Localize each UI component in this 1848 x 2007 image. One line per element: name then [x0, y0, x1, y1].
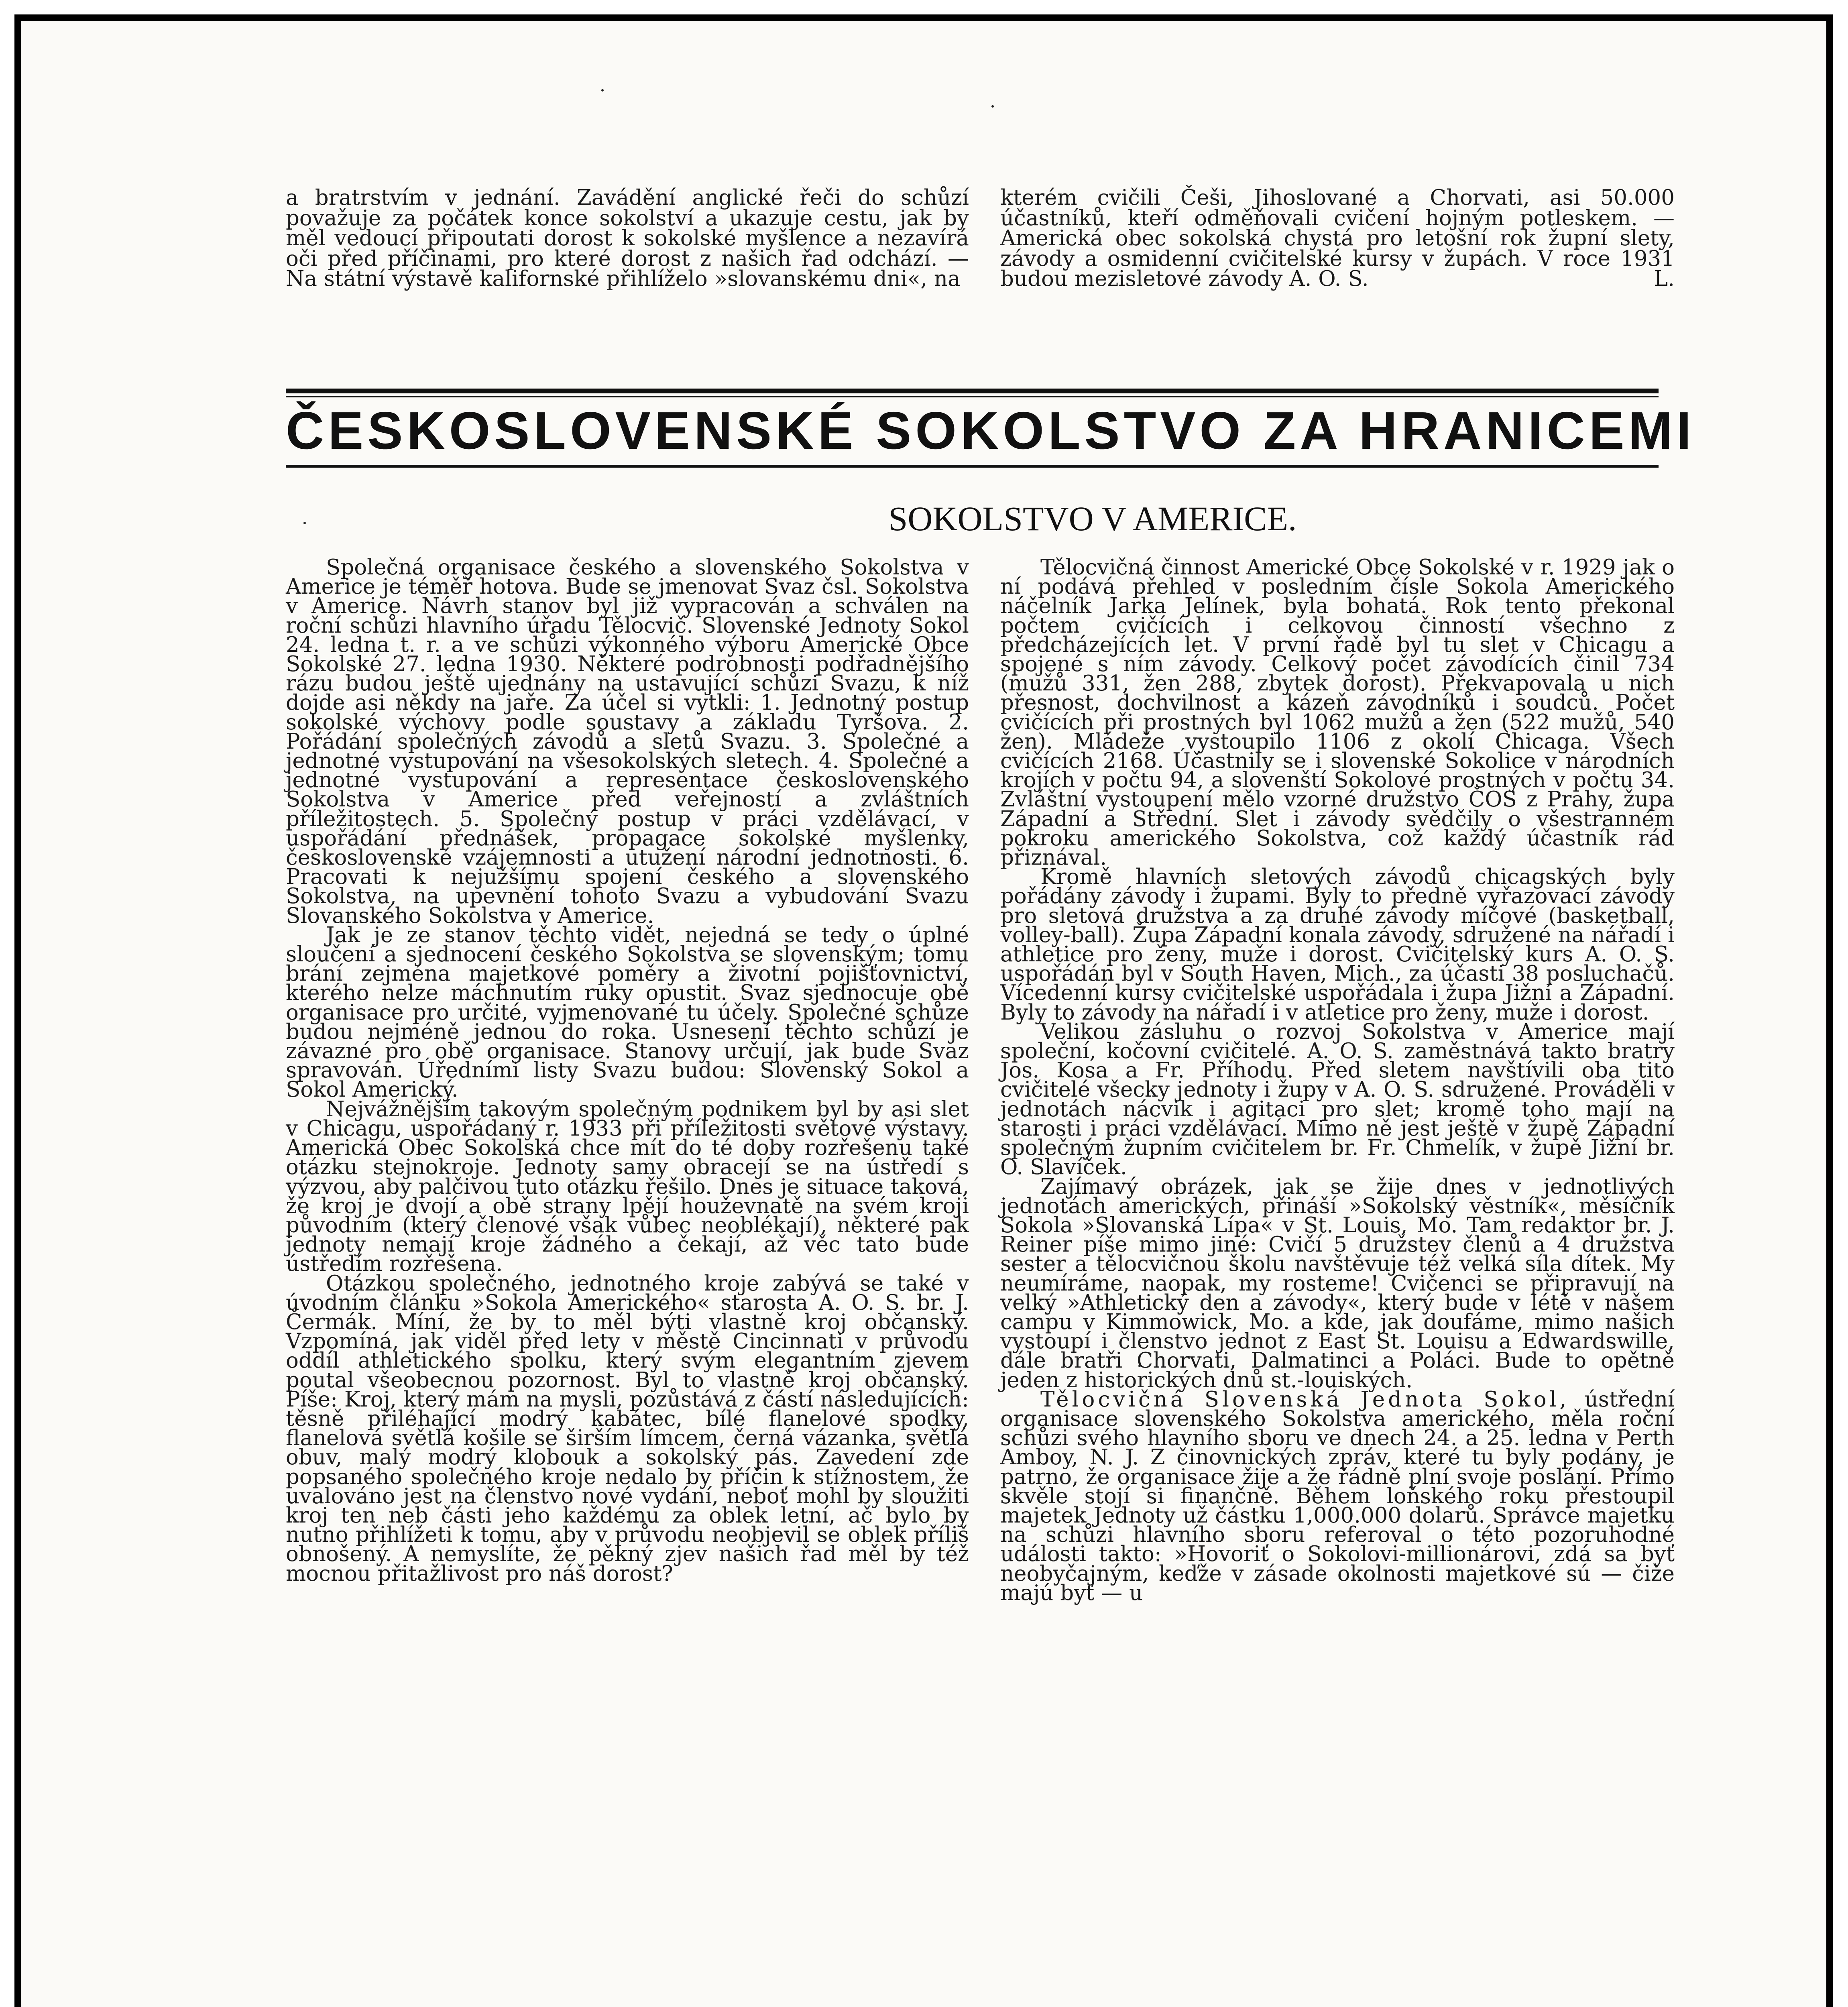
- article-paragraph: Tělocvičná činnost Americké Obce Sokolské v r. 1929 jak o ní podává přehled v posledním čísle Sokola Amerického náčelník Jarka Jelínek, byla bohatá. Rok tento překonal počtem cvičících i celkovou činností všechno z předcházejících let. V první řadě byl tu slet v Chicagu a spojené s ním závody. Celkový počet závodících činil 734 (mužů 331, žen 288, zbytek dorost). Překvapovala u nich přesnost, dochvilnost a kázeň závodníků i soudců. Počet cvičících při prostných byl 1062 mužů a žen (522 mužů, 540 žen). Mládeže vystoupilo 1106 z okolí Chicaga. Všech cvičících 2168. Účastnily se i slovenské Sokolice v národních krojích v počtu 94, a slovenští Sokolové prostných v počtu 34. Zvláštní vystoupení mělo vzorné družstvo ČOS z Prahy, župa Západní a Střední. Slet i závody svědčily o všestranném pokroku amerického Sokolstva, což každý účastník rád přiznával.: [1000, 555, 1675, 870]
- section-rule-bottom: [286, 465, 1659, 468]
- article-paragraph: Jak je ze stanov těchto vidět, nejedná se tedy o úplné sloučení a sjednocení českého Sokolstva se slovenským; tomu brání zejména majetkové poměry a životní pojišťovnictví, kterého nelze máchnutím ruky opustit. Svaz sjednocuje obě organisace pro určité, vyjmenované tu účely. Společné schůze budou nejméně jednou do roka. Usnesení těchto schůzí je závazné pro obě organisace. Stanovy určují, jak bude Svaz spravován. Úředními listy Svazu budou: Slovenský Sokol a Sokol Americký.: [286, 922, 969, 1102]
- article-paragraph: Zajímavý obrázek, jak se žije dnes v jednotlivých jednotách amerických, přináší »Sokolský věstník«, měsíčník Sokola »Slovanská Lípa« v St. Louis, Mo. Tam redaktor br. J. Reiner píše mimo jiné: Cvičí 5 družstev členů a 4 družstva sester a tělocvičnou školu navštěvuje též velká síla dítek. My neumíráme, naopak, my rosteme! Cvičenci se připravují na velký »Athletický den a závody«, který bude v létě v našem campu v Kimmowick, Mo. a kde, jak doufáme, mimo našich vystoupí i členstvo jednot z East St. Louisu a Edwardswille, dále bratři Chorvati, Dalmatinci a Poláci. Bude to opětně jeden z historických dnů st.-louiských.: [1000, 1174, 1675, 1392]
- article-column-left: [286, 555, 969, 1586]
- article-paragraph: Otázkou společného, jednotného kroje zabývá se také v úvodním článku »Sokola Amerického« starosta A. O. S. br. J. Čermák. Míní, že by to měl býti vlastně kroj občanský. Vzpomíná, jak viděl před lety v městě Cincinnati v průvodu oddíl athletického spolku, který svým elegantním zjevem poutal všeobecnou pozornost. Byl to vlastně kroj občanský. Píše: Kroj, který mám na mysli, pozůstává z částí následujících: těsně přiléhající modrý kabátec, bílé flanelové spodky, flanelová světlá košile se širším límcem, černá vázanka, světlá obuv, malý modrý klobouk a sokolský pás. Zavedení zde popsaného společného kroje nedalo by příčin k stížnostem, že uvalováno jest na členstvo nové vydání, neboť mohl by sloužiti kroj ten neb části jeho každému za oblek letní, ač bylo by nutno přihlížeti k tomu, aby v průvodu neobjevil se oblek příliš obnošený. A nemyslíte, že pěkný zjev našich řad měl by též mocnou přitažlivost pro náš dorost?: [286, 1271, 969, 1586]
- article-paragraph: Společná organisace českého a slovenského Sokolstva v Americe je téměř hotova. Bude se jmenovat Svaz čsl. Sokolstva v Americe. Návrh stanov byl již vypracován a schválen na roční schůzi hlavního úřadu Tělocvič. Slovenské Jednoty Sokol 24. ledna t. r. a ve schůzi výkonného výboru Americké Obce Sokolské 27. ledna 1930. Některé podrobnosti podřadnějšího rázu budou ještě ujednány na ustavující schůzi Svazu, k níž dojde asi někdy na jaře. Za účel si vytkli: 1. Jednotný postup sokolské výchovy podle soustavy a základu Tyršova. 2. Pořádání společných závodů a sletů Svazu. 3. Společné a jednotné vystupování na všesokolských sletech. 4. Společné a jednotné vystupování a representace československého Sokolstva v Americe před veřejností a zvláštních příležitostech. 5. Společný postup v práci vzdělávací, v uspořádání přednášek, propagace sokolské myšlenky, československé vzájemnosti a utužení národní jednotnosti. 6. Pracovati k nejužšímu spojení českého a slovenského Sokolstva, na upevnění tohoto Svazu a vybudování Svazu Slovanského Sokolstva v Americe.: [286, 555, 969, 928]
- article-column-right: [1000, 555, 1675, 1605]
- article-paragraph: Velikou zásluhu o rozvoj Sokolstva v Americe mají společní, kočovní cvičitelé. A. O. S. zaměstnává takto bratry Jos. Kosa a Fr. Příhodu. Před sletem navštívili oba tito cvičitelé všecky jednoty i župy v A. O. S. sdružené. Prováděli v jednotách nácvik i agitaci pro slet; kromě toho mají na starosti i práci vzdělávací. Mimo ně jest ještě v župě Západní společným župním cvičitelem br. Fr. Chmelík, v župě Jižní br. O. Slavíček.: [1000, 1019, 1675, 1180]
- article-title: SOKOLSTVO V AMERICE.: [888, 499, 1297, 538]
- paragraph-rest: ústřední organisace slovenského Sokolstva amerického, měla roční schůzi svého hlavního sboru ve dnech 24. a 25. ledna v Perth Amboy, N. J. Z činovnických zpráv, které tu byly podány, je patrno, že organisace žije a že řádně plní svoje poslání. Přímo skvěle stojí si finančně. Během loňského roku přestoupil majetek Jednoty už částku 1,000.000 dolarů. Správce majetku na schůzi hlavního sboru referoval o této pozoruhodné události takto: »Hovoriť o Sokolovi-millionárovi, zdá sa byť neobyčajným, keďže v zásade okolnosti majetkové sú — čiže majú byť — u: [1000, 1387, 1675, 1605]
- top-right-continuation: [1000, 185, 1675, 291]
- article-paragraph: Kromě hlavních sletových závodů chicagských byly pořádány závody i župami. Byly to předně vyřazovací závody pro sletová družstva a za druhé závody míčové (basketball, volley-ball). Župa Západní konala závody, sdružené na nářadí i athletice pro ženy, muže i dorost. Cvičitelský kurs A. O. S. uspořádán byl v South Haven, Mich., za účasti 38 posluchačů. Vícedenní kursy cvičitelské uspořádala i župa Jižní a Západní. Byly to závody na nářadí i v atletice pro ženy, muže i dorost.: [1000, 865, 1675, 1025]
- top-left-continuation: [286, 185, 969, 291]
- paragraph-lead-spaced: Tělocvičná Slovenská Jednota Sokol,: [1040, 1387, 1570, 1412]
- section-title: ČESKOSLOVENSKÉ SOKOLSTVO ZA HRANICEMI: [286, 401, 1695, 460]
- continuation-paragraph: kterém cvičili Češi, Jihoslované a Chorvati, asi 50.000 účastníků, kteří odměňovali cvičení hojným potleskem. — Americká obec sokolská chystá pro letošní rok župní slety, závody a osmidenní cvičitelské kursy v župách. V roce 1931 budou mezisletové závody A. O. S.: [1000, 185, 1675, 291]
- article-paragraph: [1000, 1387, 1675, 1605]
- author-signature: L.: [1653, 267, 1675, 291]
- article-paragraph: Nejvážnějším takovým společným podnikem byl by asi slet v Chicagu, uspořádaný r. 1933 při příležitosti světové výstavy. Americká Obec Sokolská chce mít do té doby rozřešenu také otázku stejnokroje. Jednoty samy obracejí se na ústředí s výzvou, aby palčivou tuto otázku řešilo. Dnes je situace taková, že kroj je dvojí a obě strany lpějí houževnatě na svém kroji původním (který členové však vůbec neoblékají), některé pak jednoty nemají kroje žádného a čekají, až věc tato bude ústředím rozřešena.: [286, 1097, 969, 1276]
- section-rule-top-thick: [286, 389, 1659, 393]
- scan-speck: [991, 105, 994, 108]
- continuation-paragraph: a bratrstvím v jednání. Zavádění anglické řeči do schůzí považuje za počátek konce sokolství a ukazuje cestu, jak by měl vedoucí připoutati dorost k sokolské myšlence a nezavírá oči před příčinami, pro které dorost z našich řad odchází. — Na státní výstavě kalifornské přihlíželo »slovanskému dni«, na: [286, 185, 969, 291]
- scan-speck: [601, 89, 604, 92]
